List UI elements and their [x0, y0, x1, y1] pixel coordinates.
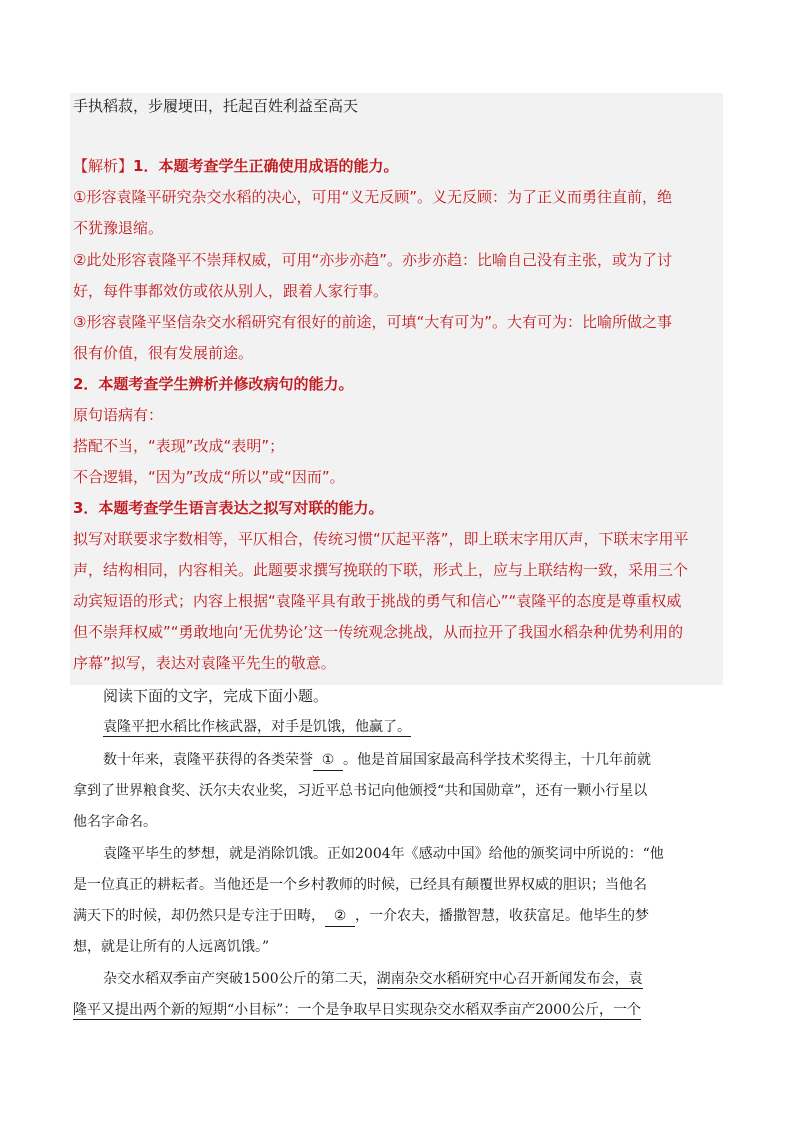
q1-item2-line2: 好，每件事都效仿或依从别人，跟着人家行事。: [73, 282, 389, 300]
q1-item2-line1: ②此处形容袁隆平不崇拜权威，可用“亦步亦趋”。亦步亦趋：比喻自己没有主张，或为了讨: [73, 251, 672, 269]
p1-line3: 他名字命名。: [73, 814, 157, 830]
q3-line4: 但不崇拜权威”“勇敢地向‘无优势论’这一传统观念挑战，从而拉开了我国水稻杂种优势利用的: [73, 623, 684, 641]
passage-title: 袁隆平把水稻比作核武器，对手是饥饿，他赢了。: [103, 719, 411, 735]
analysis-q1-heading: [73, 156, 398, 176]
p2-line4: 想，就是让所有的人远离饥饿。”: [73, 939, 270, 955]
q3-line5: 序幕”拟写，表达对袁隆平先生的敬意。: [73, 654, 336, 672]
q3-line2: 声，结构相同，内容相关。此题要求撰写挽联的下联，形式上，应与上联结构一致，采用三个: [73, 561, 689, 579]
p3-line2: 隆平又提出两个新的短期“小目标”：一个是争取早日实现杂交水稻双季亩产2000公斤，一个: [73, 1002, 641, 1018]
p2-line1: 袁隆平毕生的梦想，就是消除饥饿。正如2004年《感动中国》给他的颁奖词中所说的：“他: [103, 846, 664, 862]
q1-item1-line1: ①形容袁隆平研究杂交水稻的决心，可用“义无反顾”。义无反顾：为了正义而勇往直前，绝: [73, 188, 672, 206]
q1-item3-line1: ③形容袁隆平坚信杂交水稻研究有很好的前途，可填“大有可为”。大有可为：比喻所做之事: [73, 313, 672, 331]
q2-line3: 不合逻辑，“因为”改成“所以”或“因而”。: [73, 468, 345, 486]
p1-line2: 拿到了世界粮食奖、沃尔夫农业奖，习近平总书记向他颁授“共和国勋章”，还有一颗小行星以: [73, 783, 648, 799]
p2-line3: 满天下的时候，却仍然只是专注于田畴， ② ，一介农夫，播撒智慧，收获富足。他毕生的梦: [73, 906, 649, 927]
q2-heading: 2．本题考查学生辨析并修改病句的能力。: [73, 375, 354, 393]
analysis-tag: 【解析】: [73, 157, 134, 175]
q3-heading: 3．本题考查学生语言表达之拟写对联的能力。: [73, 499, 384, 517]
p3-line1: 杂交水稻双季亩产突破1500公斤的第二天，湖南杂交水稻研究中心召开新闻发布会，袁: [103, 971, 643, 987]
q2-line2: 搭配不当，“表现”改成“表明”；: [73, 437, 285, 455]
q3-line3: 动宾短语的形式；内容上根据“袁隆平具有敢于挑战的勇气和信心”“袁隆平的态度是尊重权威: [73, 592, 682, 610]
couplet-answer-line: 手执稻菽，步履埂田，托起百姓利益至高天: [73, 97, 359, 115]
q1-item1-line2: 不犹豫退缩。: [73, 219, 164, 237]
q1-heading-text: 1．本题考查学生正确使用成语的能力。: [133, 157, 399, 175]
blank-2[interactable]: ②: [325, 906, 355, 927]
q1-item3-line2: 很有价值，很有发展前途。: [73, 344, 254, 362]
p2-line2: 是一位真正的耕耘者。当他还是一个乡村教师的时候，已经具有颠覆世界权威的胆识；当他名: [73, 877, 647, 893]
q2-line1: 原句语病有：: [73, 406, 164, 424]
blank-1[interactable]: ①: [313, 750, 343, 771]
p1-line1: 数十年来，袁隆平获得的各类荣誉 ① 。他是首届国家最高科学技术奖得主，十几年前就: [103, 750, 651, 771]
q3-line1: 拟写对联要求字数相等，平仄相合，传统习惯“仄起平落”，即上联末字用仄声，下联末字用平: [73, 530, 689, 548]
passage-intro: 阅读下面的文字，完成下面小题。: [103, 687, 329, 705]
